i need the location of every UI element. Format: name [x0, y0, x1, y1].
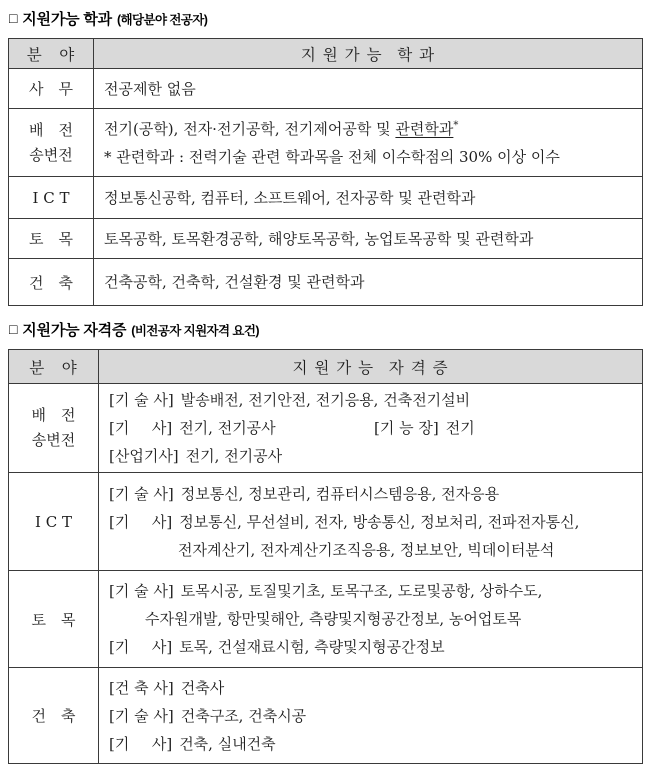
certificates-table [8, 349, 643, 764]
value-cell [94, 219, 643, 259]
row-line-1 [104, 115, 634, 143]
field-line-2: 송변전 [31, 431, 76, 449]
row-line-1 [109, 674, 634, 702]
header-cell-value: 지 원 가 능 자 격 증 [99, 350, 643, 384]
grade-label: [산업기사] [109, 447, 179, 465]
field-cell [9, 109, 94, 177]
row-line-2 [109, 414, 634, 442]
cert-list: 건축, 실내건축 [179, 734, 276, 753]
row-text: 토목공학, 토목환경공학, 해양토목공학, 농업토목공학 및 관련학과 [104, 229, 534, 248]
grade-label: [기 술 사] [109, 484, 174, 503]
table-row-samu [9, 69, 643, 109]
section-title-certificates [9, 319, 643, 340]
field-cell [9, 384, 99, 473]
field-line-1: 배 전 [31, 406, 76, 424]
value-cell [99, 668, 643, 764]
cert-list: 정보통신, 정보관리, 컴퓨터시스템응용, 전자응용 [180, 484, 500, 503]
field-line-2: 송변전 [29, 145, 73, 164]
value-cell [99, 384, 643, 473]
table-row-baejeon [9, 109, 643, 177]
cert-list: 토목, 건설재료시험, 측량및지형공간정보 [179, 638, 445, 656]
field-cell: 건 축 [9, 259, 94, 306]
certificates-header-row [9, 350, 643, 384]
field-cell: I C T [9, 177, 94, 219]
header-cell-field: 분 야 [9, 39, 94, 69]
row-line-3 [109, 730, 634, 758]
row-line-3 [109, 442, 634, 470]
section-title-departments [9, 8, 643, 29]
grade-label: [기 사] [109, 512, 173, 531]
row-line-3-continuation: 전자계산기, 전자계산기조직응용, 정보보안, 빅데이터분석 [178, 540, 555, 559]
table-row-tomok [9, 219, 643, 259]
field-cell: 토 목 [9, 219, 94, 259]
cert-group [109, 414, 374, 442]
section-title-text: 지원가능 자격증 [22, 322, 127, 339]
value-cell [94, 177, 643, 219]
grade-label: [건 축 사] [109, 678, 174, 697]
row-line-2: * 관련학과 : 전력기술 관련 학과목을 전체 이수학점의 30% 이상 이수 [104, 147, 560, 166]
row-text: 건축공학, 건축학, 건설환경 및 관련학과 [104, 273, 365, 291]
row-line-2 [109, 508, 634, 536]
row-line-1 [109, 480, 634, 508]
field-cell: 사 무 [9, 69, 94, 109]
row-line-2 [109, 702, 634, 730]
row-line-3 [109, 633, 634, 661]
row-text: 정보통신공학, 컴퓨터, 소프트웨어, 전자공학 및 관련학과 [104, 188, 476, 207]
field-line-1: 배 전 [29, 120, 73, 139]
cert-list: 정보통신, 무선설비, 전자, 방송통신, 정보처리, 전파전자통신, [179, 512, 580, 531]
section-title-text: 지원가능 학과 [22, 11, 112, 28]
underlined-term: 관련학과 [395, 119, 454, 138]
value-cell [99, 571, 643, 668]
value-cell [94, 259, 643, 306]
row-text: 전공제한 없음 [104, 79, 196, 98]
value-cell [94, 109, 643, 177]
cert-list: 전기 [445, 419, 475, 437]
departments-table [8, 38, 643, 306]
header-cell-field: 분 야 [9, 350, 99, 384]
departments-header-row [9, 39, 643, 69]
table-row-ict [9, 473, 643, 571]
row-line-2-continuation: 수자원개발, 항만및해안, 측량및지형공간정보, 농어업토목 [145, 610, 522, 628]
grade-label: [기 사] [109, 638, 173, 656]
table-row-geonchuk [9, 668, 643, 764]
table-row-geonchuk [9, 259, 643, 306]
cert-list: 건축구조, 건축시공 [180, 706, 307, 725]
table-row-tomok [9, 571, 643, 668]
grade-label: [기 술 사] [109, 706, 174, 725]
row-line-1 [109, 577, 634, 605]
field-cell: 토 목 [9, 571, 99, 668]
cert-list: 건축사 [180, 678, 225, 697]
grade-label: [기 사] [109, 734, 173, 753]
value-cell [99, 473, 643, 571]
cert-list: 전기, 전기공사 [179, 419, 276, 437]
table-row-ict [9, 177, 643, 219]
field-cell: 건 축 [9, 668, 99, 764]
cert-list: 전기, 전기공사 [185, 447, 283, 465]
row-line-1 [109, 386, 634, 414]
section-title-note: (해당분야 전공자) [116, 13, 208, 27]
line-prefix: 전기(공학), 전자·전기공학, 전기제어공학 및 [104, 119, 396, 138]
grade-label: [기 능 장] [374, 419, 439, 437]
grade-label: [기 사] [109, 419, 173, 437]
footnote-asterisk: * [453, 119, 459, 131]
cert-list: 발송배전, 전기안전, 전기응용, 건축전기설비 [180, 391, 471, 409]
square-bullet-icon: □ [9, 321, 18, 337]
value-cell [94, 69, 643, 109]
square-bullet-icon: □ [9, 10, 18, 26]
section-title-note: (비전공자 지원자격 요건) [131, 324, 259, 338]
table-row-baejeon [9, 384, 643, 473]
header-cell-value: 지 원 가 능 학 과 [94, 39, 643, 69]
field-cell: I C T [9, 473, 99, 571]
grade-label: [기 술 사] [109, 391, 174, 409]
cert-list: 토목시공, 토질및기초, 토목구조, 도로및공항, 상하수도, [180, 582, 543, 600]
grade-label: [기 술 사] [109, 582, 174, 600]
